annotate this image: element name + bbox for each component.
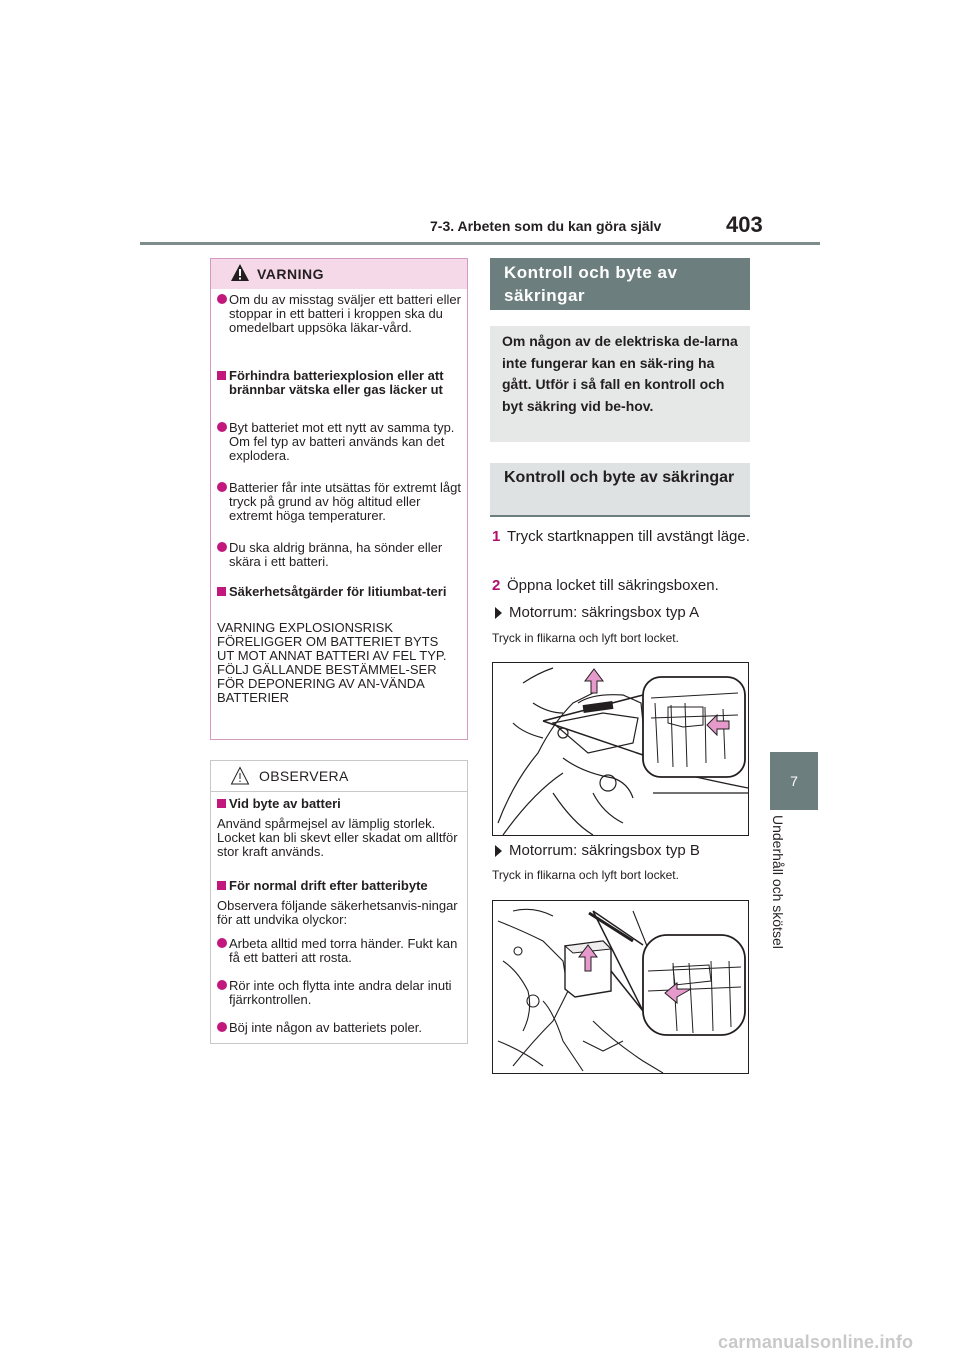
warning-box bbox=[210, 258, 468, 740]
intro-text: Om någon av de elektriska de-larna inte fungerar kan en säk-ring ha gått. Utför i så fall en kontroll och byt säkring vid be-hov. bbox=[502, 333, 738, 414]
notice-item-text: Rör inte och flytta inte andra delar inuti fjärrkontrollen. bbox=[229, 978, 452, 1007]
bullet-icon bbox=[217, 1022, 227, 1032]
bullet-icon bbox=[217, 938, 227, 948]
step-1 bbox=[492, 526, 752, 548]
warning-item bbox=[217, 293, 463, 335]
warning-subheading bbox=[217, 369, 463, 397]
step-number: 1 bbox=[492, 528, 501, 545]
fusebox-type-a-label: Motorrum: säkringsbox typ A bbox=[509, 604, 700, 621]
intro-box bbox=[490, 326, 750, 442]
fusebox-type-a-item bbox=[495, 604, 699, 621]
chapter-number: 7 bbox=[790, 773, 798, 789]
notice-item bbox=[217, 1021, 463, 1035]
step-number: 2 bbox=[492, 577, 501, 594]
fusebox-type-b-note: Tryck in flikarna och lyft bort locket. bbox=[492, 868, 679, 882]
section-heading: Kontroll och byte av säkringar bbox=[504, 263, 678, 305]
warning-subheading-text: Förhindra batteriexplosion eller att brännbar vätska eller gas läcker ut bbox=[229, 368, 444, 397]
page-number: 403 bbox=[726, 212, 763, 237]
engine-bay-b-drawing bbox=[493, 901, 748, 1073]
warning-title: VARNING bbox=[257, 266, 325, 282]
notice-subheading-text: Vid byte av batteri bbox=[229, 796, 341, 811]
caution-triangle-icon bbox=[230, 766, 250, 786]
arrow-bullet-icon bbox=[495, 845, 502, 857]
square-bullet-icon bbox=[217, 587, 226, 596]
warning-item-text: Byt batteriet mot ett nytt av samma typ. Om fel typ av batteri används kan det explodera. bbox=[229, 420, 455, 463]
watermark: carmanualsonline.info bbox=[718, 1332, 914, 1352]
bullet-icon bbox=[217, 482, 227, 492]
warning-item bbox=[217, 541, 463, 569]
warning-header bbox=[211, 259, 467, 289]
bullet-icon bbox=[217, 980, 227, 990]
subsection-heading-bar bbox=[490, 463, 750, 517]
notice-item bbox=[217, 979, 463, 1007]
bullet-icon bbox=[217, 542, 227, 552]
chapter-tab[interactable] bbox=[770, 752, 818, 810]
notice-item-text: Arbeta alltid med torra händer. Fukt kan få ett batteri att rosta. bbox=[229, 936, 458, 965]
warning-plain-text: VARNING EXPLOSIONSRISK FÖRELIGGER OM BATTERIET BYTS UT MOT ANNAT BATTERI AV FEL TYP. FÖLJ GÄLLANDE BESTÄMMEL-SER FÖR DEPONERING AV AN-VÄNDA BATTERIER bbox=[217, 620, 447, 705]
notice-subheading-text: För normal drift efter batteribyte bbox=[229, 878, 428, 893]
bullet-icon bbox=[217, 294, 227, 304]
notice-title: OBSERVERA bbox=[259, 768, 349, 784]
notice-box bbox=[210, 760, 468, 1044]
warning-subheading-text: Säkerhetsåtgärder för litiumbat-teri bbox=[229, 584, 447, 599]
notice-item-text: Böj inte någon av batteriets poler. bbox=[229, 1020, 422, 1035]
fusebox-type-a-illustration bbox=[492, 662, 749, 836]
square-bullet-icon bbox=[217, 799, 226, 808]
notice-plain-text: Observera följande säkerhetsanvis-ningar för att undvika olyckor: bbox=[217, 898, 458, 927]
notice-subheading bbox=[217, 879, 463, 893]
notice-plain-text: Använd spårmejsel av lämplig storlek. Locket kan bli skevt eller skadat om alltför stor kraft används. bbox=[217, 816, 458, 859]
warning-triangle-icon bbox=[230, 263, 250, 283]
arrow-bullet-icon bbox=[495, 607, 502, 619]
section-title: 7-3. Arbeten som du kan göra själv bbox=[430, 218, 662, 234]
fusebox-type-a-note: Tryck in flikarna och lyft bort locket. bbox=[492, 631, 679, 645]
header-divider bbox=[140, 242, 820, 245]
notice-item bbox=[217, 937, 463, 965]
fusebox-type-b-label: Motorrum: säkringsbox typ B bbox=[509, 842, 700, 859]
subsection-heading: Kontroll och byte av säkringar bbox=[504, 469, 735, 486]
square-bullet-icon bbox=[217, 371, 226, 380]
notice-subheading bbox=[217, 797, 463, 811]
square-bullet-icon bbox=[217, 881, 226, 890]
notice-header bbox=[211, 761, 467, 792]
section-heading-bar bbox=[490, 258, 750, 310]
warning-item bbox=[217, 481, 463, 523]
warning-item-text: Du ska aldrig bränna, ha sönder eller skära i ett batteri. bbox=[229, 540, 443, 569]
fusebox-type-b-item bbox=[495, 842, 700, 859]
chapter-label: Underhåll och skötsel bbox=[770, 815, 786, 949]
chapter-label-container bbox=[760, 815, 828, 975]
step-2 bbox=[492, 575, 752, 597]
warning-subheading bbox=[217, 585, 463, 599]
step-text: Öppna locket till säkringsboxen. bbox=[507, 577, 719, 594]
warning-item-text: Batterier får inte utsättas för extremt lågt tryck på grund av hög altitud eller extremt höga temperaturer. bbox=[229, 480, 461, 523]
warning-item-text: Om du av misstag sväljer ett batteri eller stoppar in ett batteri i kroppen ska du omedelbart uppsöka läkar-vård. bbox=[229, 292, 461, 335]
fusebox-type-b-illustration bbox=[492, 900, 749, 1074]
engine-bay-a-drawing bbox=[493, 663, 748, 835]
bullet-icon bbox=[217, 422, 227, 432]
step-text: Tryck startknappen till avstängt läge. bbox=[507, 528, 750, 545]
warning-item bbox=[217, 421, 463, 463]
